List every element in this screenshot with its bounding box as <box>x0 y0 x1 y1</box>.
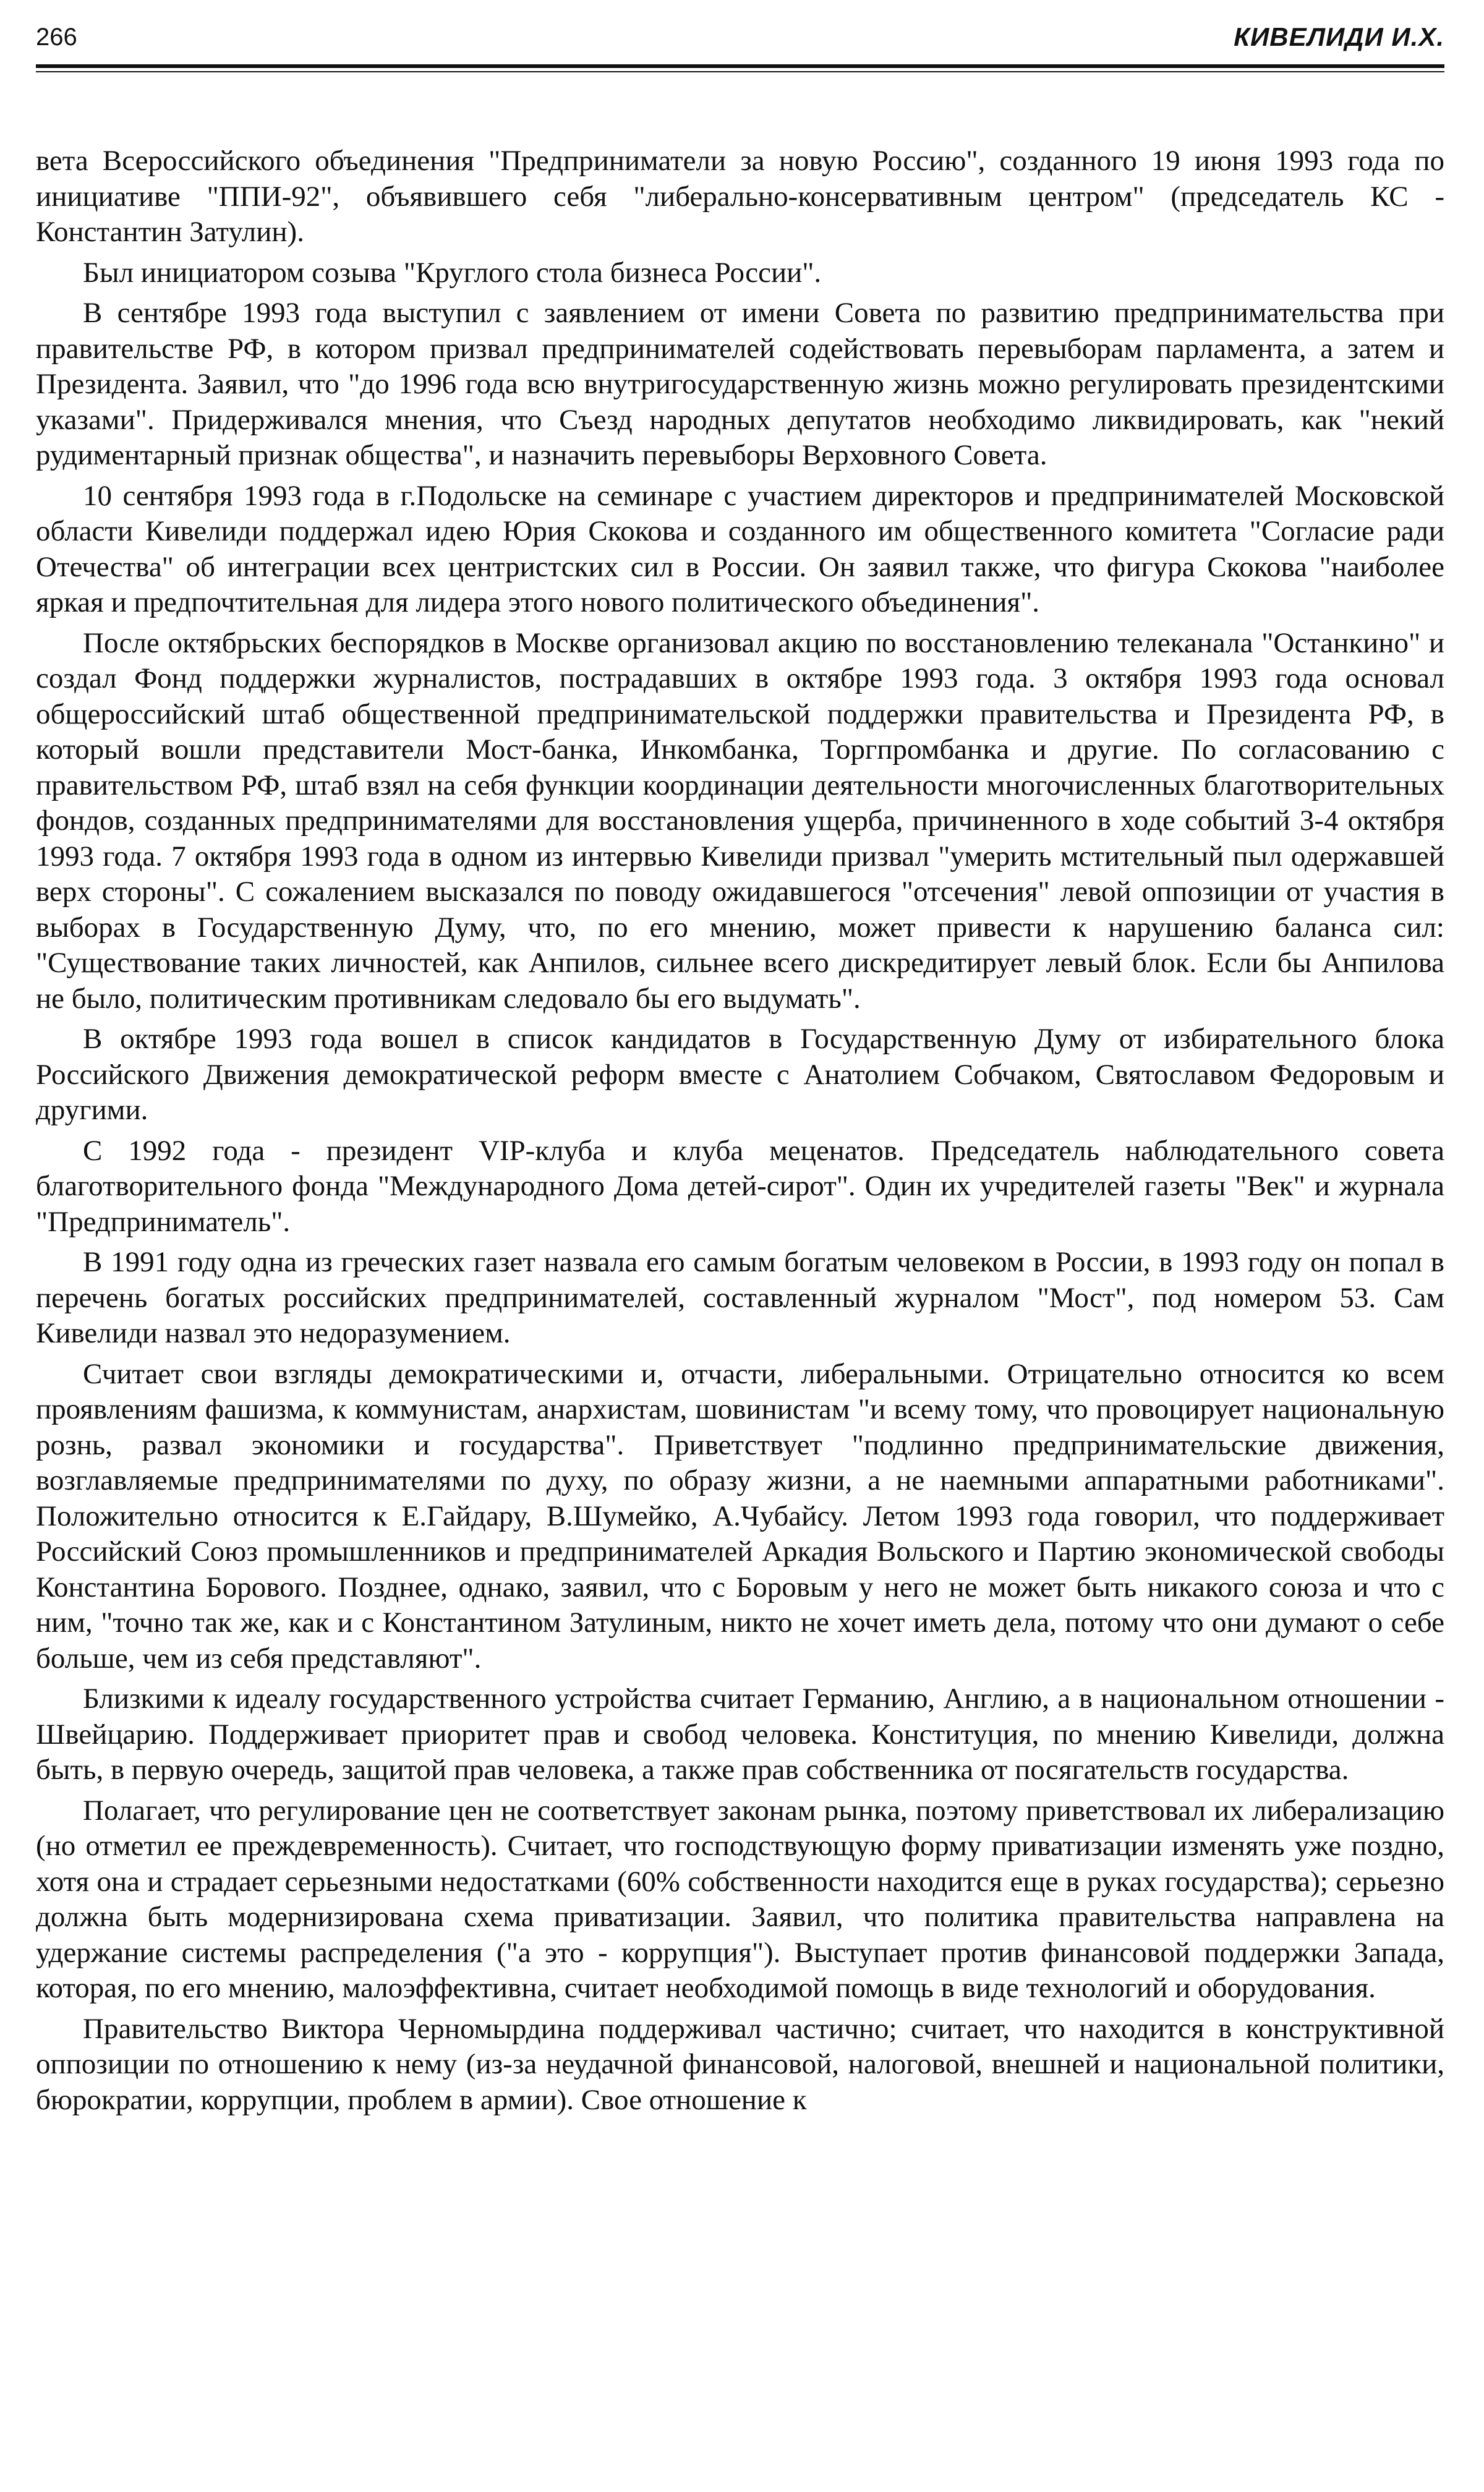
header-rule-thin <box>36 71 1444 72</box>
paragraph: В октябре 1993 года вошел в список кандидатов в Государственную Думу от избирательного блока Российского Движения демократической реформ вместе с Анатолием Собчаком, Святославом Федоровым и другими. <box>36 1023 1444 1126</box>
paragraph: Близкими к идеалу государственного устройства считает Германию, Англию, а в национальном отношении - Швейцарию. Поддерживает приоритет прав и свобод человека. Конституция, по мнению Кивелиди, должна быть, в первую очередь, защитой прав человека, а также прав собственника от посягательств государства. <box>36 1683 1444 1786</box>
page-number: 266 <box>36 23 77 51</box>
paragraph: Полагает, что регулирование цен не соответствует законам рынка, поэтому приветствовал их либерализацию (но отметил ее преждевременность). Считает, что господствующую форму приватизации изменять уже поздно, хотя она и страдает серьезными недостатками (60% собственности находится еще в руках государства); серьезно должна быть модернизирована схема приватизации. Заявил, что политика правительства направлена на удержание системы распределения ("а это - коррупция"). Выступает против финансовой поддержки Запада, которая, по его мнению, малоэффективна, считает необходимой помощь в виде технологий и оборудования. <box>36 1794 1444 2004</box>
paragraph: С 1992 года - президент VIP-клуба и клуба меценатов. Председатель наблюдательного совета благотворительного фонда "Международного Дома детей-сирот". Один их учредителей газеты "Век" и журнала "Предприниматель". <box>36 1134 1444 1238</box>
body-text <box>36 143 1444 2123</box>
paragraph: 10 сентября 1993 года в г.Подольске на семинаре с участием директоров и предпринимателей Московской области Кивелиди поддержал идею Юрия Скокова и созданного им общественного комитета "Согласие ради Отечества" об интеграции всех центристских сил в России. Он заявил также, что фигура Скокова "наиболее яркая и предпочтительная для лидера этого нового политического объединения". <box>36 479 1444 618</box>
paragraph: В 1991 году одна из греческих газет назвала его самым богатым человеком в России, в 1993 году он попал в перечень богатых российских предпринимателей, составленный журналом "Мост", под номером 53. Сам Кивелиди назвал это недоразумением. <box>36 1246 1444 1349</box>
paragraph: После октябрьских беспорядков в Москве организовал акцию по восстановлению телеканала "Останкино" и создал Фонд поддержки журналистов, пострадавших в октябре 1993 года. 3 октября 1993 года основал общероссийский штаб общественной предпринимательской поддержки правительства и Президента РФ, в который вошли представители Мост-банка, Инкомбанка, Торгпромбанка и другие. По согласованию с правительством РФ, штаб взял на себя функции координации деятельности многочисленных благотворительных фондов, созданных предпринимателями для восстановления ущерба, причиненного в ходе событий 3-4 октября 1993 года. 7 октября 1993 года в одном из интервью Кивелиди призвал "умерить мстительный пыл одержавшей верх стороны". С сожалением высказался по поводу ожидавшегося "отсечения" левой оппозиции от участия в выборах в Государственную Думу, что, по его мнению, может привести к нарушению баланса сил: "Существование таких личностей, как Анпилов, сильнее всего дискредитирует левый блок. Если бы Анпилова не было, политическим противникам следовало бы его выдумать". <box>36 626 1444 1015</box>
paragraph: Правительство Виктора Черномырдина поддерживал частично; считает, что находится в конструктивной оппозиции по отношению к нему (из-за неудачной финансовой, налоговой, внешней и национальной политики, бюрократии, коррупции, проблем в армии). Свое отношение к <box>36 2012 1444 2116</box>
paragraph: вета Всероссийского объединения "Предприниматели за новую Россию", созданного 19 июня 1993 года по инициативе "ППИ-92", объявившего себя "либерально-консервативным центром" (председатель КС - Константин Затулин). <box>36 145 1444 248</box>
paragraph: В сентябре 1993 года выступил с заявлением от имени Совета по развитию предпринимательства при правительстве РФ, в котором призвал предпринимателей содействовать перевыборам парламента, а затем и Президента. Заявил, что "до 1996 года всю внутригосударственную жизнь можно регулировать президентскими указами". Придерживался мнения, что Съезд народных депутатов необходимо ликвидировать, как "некий рудиментарный признак общества", и назначить перевыборы Верховного Совета. <box>36 297 1444 471</box>
paragraph: Был инициатором созыва "Круглого стола бизнеса России". <box>83 256 822 289</box>
paragraph: Считает свои взгляды демократическими и, отчасти, либеральными. Отрицательно относится ко всем проявлениям фашизма, к коммунистам, анархистам, шовинистам "и всему тому, что провоцирует национальную рознь, развал экономики и государства". Приветствует "подлинно предпринимательские движения, возглавляемые предпринимателями по духу, по образу жизни, а не наемными аппаратными работниками". Положительно относится к Е.Гайдару, В.Шумейко, А.Чубайсу. Летом 1993 года говорил, что поддерживает Российский Союз промышленников и предпринимателей Аркадия Вольского и Партию экономической свободы Константина Борового. Позднее, однако, заявил, что с Боровым у него не может быть никакого союза и что с ним, "точно так же, как и с Константином Затулиным, никто не хочет иметь дела, потому что они думают о себе больше, чем из себя представляют". <box>36 1357 1444 1675</box>
header-rule-thick <box>36 64 1444 68</box>
running-head: КИВЕЛИДИ И.Х. <box>1234 22 1444 51</box>
page-header <box>36 22 1444 59</box>
